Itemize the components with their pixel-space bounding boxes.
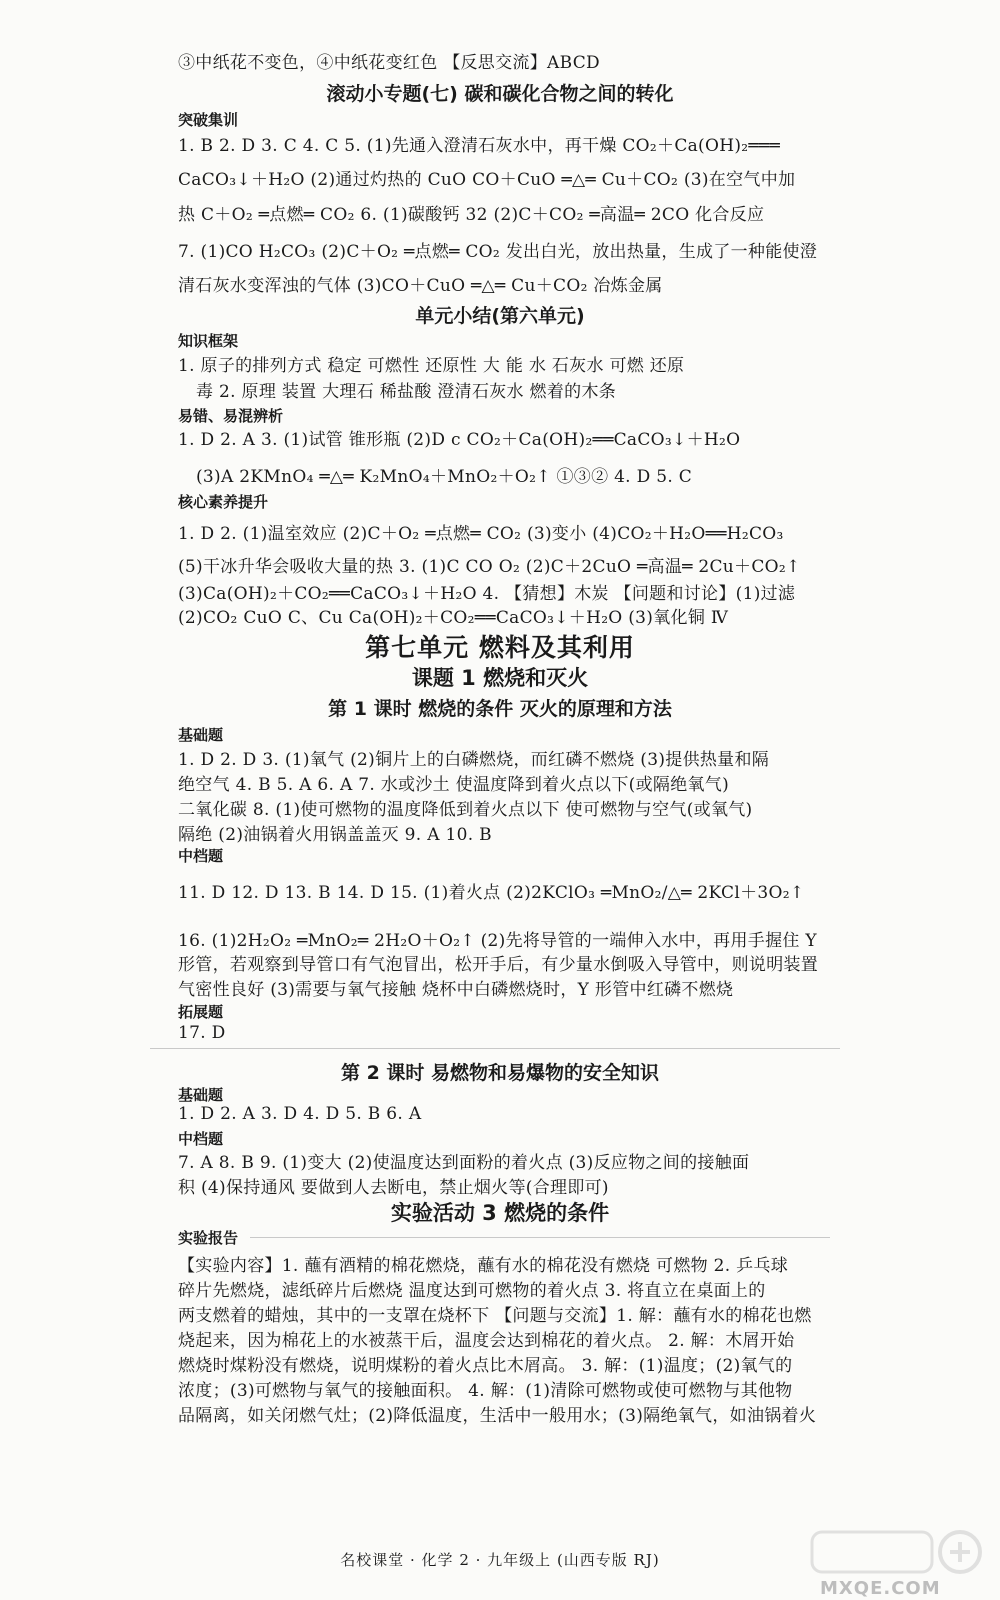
section-heading: 单元小结(第六单元) <box>415 305 585 327</box>
subsection-label: 中档题 <box>178 1130 224 1148</box>
text-line: 浓度；(3)可燃物与氧气的接触面积。 4. 解：(1)清除可燃物或使可燃物与其他物 <box>178 1381 793 1401</box>
text-line: 7. (1)CO H₂CO₃ (2)C＋O₂ ═点燃═ CO₂ 发出白光，放出热量，生成了一种能使澄 <box>178 242 818 262</box>
subsection-label: 核心素养提升 <box>178 493 269 511</box>
subsection-label: 突破集训 <box>178 111 239 129</box>
period-heading: 第 2 课时 易燃物和易爆物的安全知识 <box>340 1062 660 1084</box>
text-line: 7. A 8. B 9. (1)变大 (2)使温度达到面粉的着火点 (3)反应物之间的接触面 <box>178 1153 750 1173</box>
subsection-label: 实验报告 <box>178 1229 239 1247</box>
text-line: 1. D 2. D 3. (1)氧气 (2)铜片上的白磷燃烧，而红磷不燃烧 (3)提供热量和隔 <box>178 750 770 770</box>
subsection-label: 基础题 <box>178 1086 224 1104</box>
text-line: 热 C＋O₂ ═点燃═ CO₂ 6. (1)碳酸钙 32 (2)C＋CO₂ ═高温═ 2CO 化合反应 <box>178 205 765 225</box>
subsection-label: 中档题 <box>178 847 224 865</box>
section-heading: 滚动小专题(七) 碳和碳化合物之间的转化 <box>326 83 674 105</box>
text-line: 17. D <box>178 1023 226 1043</box>
text-line: 碎片先燃烧，滤纸碎片后燃烧 温度达到可燃物的着火点 3. 将直立在桌面上的 <box>178 1281 766 1301</box>
text-line: 1. D 2. (1)温室效应 (2)C＋O₂ ═点燃═ CO₂ (3)变小 (4)CO₂＋H₂O══H₂CO₃ <box>178 524 784 544</box>
period-heading: 第 1 课时 燃烧的条件 灭火的原理和方法 <box>328 698 672 720</box>
text-line: 1. D 2. A 3. D 4. D 5. B 6. A <box>178 1104 422 1124</box>
text-line: 两支燃着的蜡烛，其中的一支罩在烧杯下 【问题与交流】1. 解：蘸有水的棉花也燃 <box>178 1306 812 1326</box>
subsection-label: 易错、易混辨析 <box>178 407 284 425</box>
text-line: 11. D 12. D 13. B 14. D 15. (1)着火点 (2)2KClO₃ ═MnO₂/△═ 2KCl＋3O₂↑ <box>178 883 805 903</box>
text-line: (3)A 2KMnO₄ ═△═ K₂MnO₄＋MnO₂＋O₂↑ ①③② 4. D 5. C <box>196 467 693 487</box>
text-line: 隔绝 (2)油锅着火用锅盖盖灭 9. A 10. B <box>178 825 492 845</box>
text-line: 【实验内容】1. 蘸有酒精的棉花燃烧，蘸有水的棉花没有燃烧 可燃物 2. 乒乓球 <box>178 1256 789 1276</box>
page-footer: 名校课堂 · 化学 2 · 九年级上 (山西专版 RJ) <box>340 1551 660 1569</box>
text-line: (3)Ca(OH)₂＋CO₂══CaCO₃↓＋H₂O 4. 【猜想】木炭 【问题和讨论】(1)过滤 <box>178 584 796 604</box>
subsection-label: 知识框架 <box>178 332 239 350</box>
text-line: CaCO₃↓＋H₂O (2)通过灼热的 CuO CO＋CuO ═△═ Cu＋CO₂ (3)在空气中加 <box>178 170 796 190</box>
unit-heading: 第七单元 燃料及其利用 <box>365 633 635 662</box>
subsection-label: 拓展题 <box>178 1003 224 1021</box>
text-line: 1. D 2. A 3. (1)试管 锥形瓶 (2)D c CO₂＋Ca(OH)₂══CaCO₃↓＋H₂O <box>178 430 741 450</box>
text-line: 1. B 2. D 3. C 4. C 5. (1)先通入澄清石灰水中，再干燥 CO₂＋Ca(OH)₂═══ <box>178 136 781 156</box>
divider <box>250 1237 830 1238</box>
text-line: 气密性良好 (3)需要与氧气接触 烧杯中白磷燃烧时，Y 形管中红磷不燃烧 <box>178 980 734 1000</box>
subsection-label: 基础题 <box>178 726 224 744</box>
text-line: (5)干冰升华会吸收大量的热 3. (1)C CO O₂ (2)C＋2CuO ═高温═ 2Cu＋CO₂↑ <box>178 557 801 577</box>
text-line: (2)CO₂ CuO C、Cu Ca(OH)₂＋CO₂══CaCO₃↓＋H₂O (3)氧化铜 Ⅳ <box>178 608 729 628</box>
text-line: 形管，若观察到导管口有气泡冒出，松开手后，有少量水倒吸入导管中，则说明装置 <box>178 955 819 975</box>
text-line: 燃烧时煤粉没有燃烧，说明煤粉的着火点比木屑高。 3. 解：(1)温度；(2)氧气的 <box>178 1356 793 1376</box>
text-line: 绝空气 4. B 5. A 6. A 7. 水或沙土 使温度降到着火点以下(或隔绝氧气) <box>178 775 730 795</box>
lesson-heading: 课题 1 燃烧和灭火 <box>411 666 589 690</box>
text-line: 烧起来，因为棉花上的水被蒸干后，温度会达到棉花的着火点。 2. 解：木屑开始 <box>178 1331 795 1351</box>
watermark-text: MXQE.COM <box>820 1578 941 1599</box>
text-line: 毒 2. 原理 装置 大理石 稀盐酸 澄清石灰水 燃着的木条 <box>196 382 617 402</box>
text-line: ③中纸花不变色，④中纸花变红色 【反思交流】ABCD <box>178 53 600 73</box>
divider <box>150 1048 840 1049</box>
text-line: 1. 原子的排列方式 稳定 可燃性 还原性 大 能 水 石灰水 可燃 还原 <box>178 356 685 376</box>
text-line: 二氧化碳 8. (1)使可燃物的温度降低到着火点以下 使可燃物与空气(或氧气) <box>178 800 753 820</box>
text-line: 积 (4)保持通风 要做到人去断电，禁止烟火等(合理即可) <box>178 1178 609 1198</box>
text-line: 16. (1)2H₂O₂ ═MnO₂═ 2H₂O＋O₂↑ (2)先将导管的一端伸入水中，再用手握住 Y <box>178 931 817 951</box>
lesson-heading: 实验活动 3 燃烧的条件 <box>390 1201 610 1225</box>
text-line: 清石灰水变浑浊的气体 (3)CO＋CuO ═△═ Cu＋CO₂ 冶炼金属 <box>178 276 663 296</box>
text-line: 品隔离，如关闭燃气灶；(2)降低温度，生活中一般用水；(3)隔绝氧气，如油锅着火 <box>178 1406 817 1426</box>
